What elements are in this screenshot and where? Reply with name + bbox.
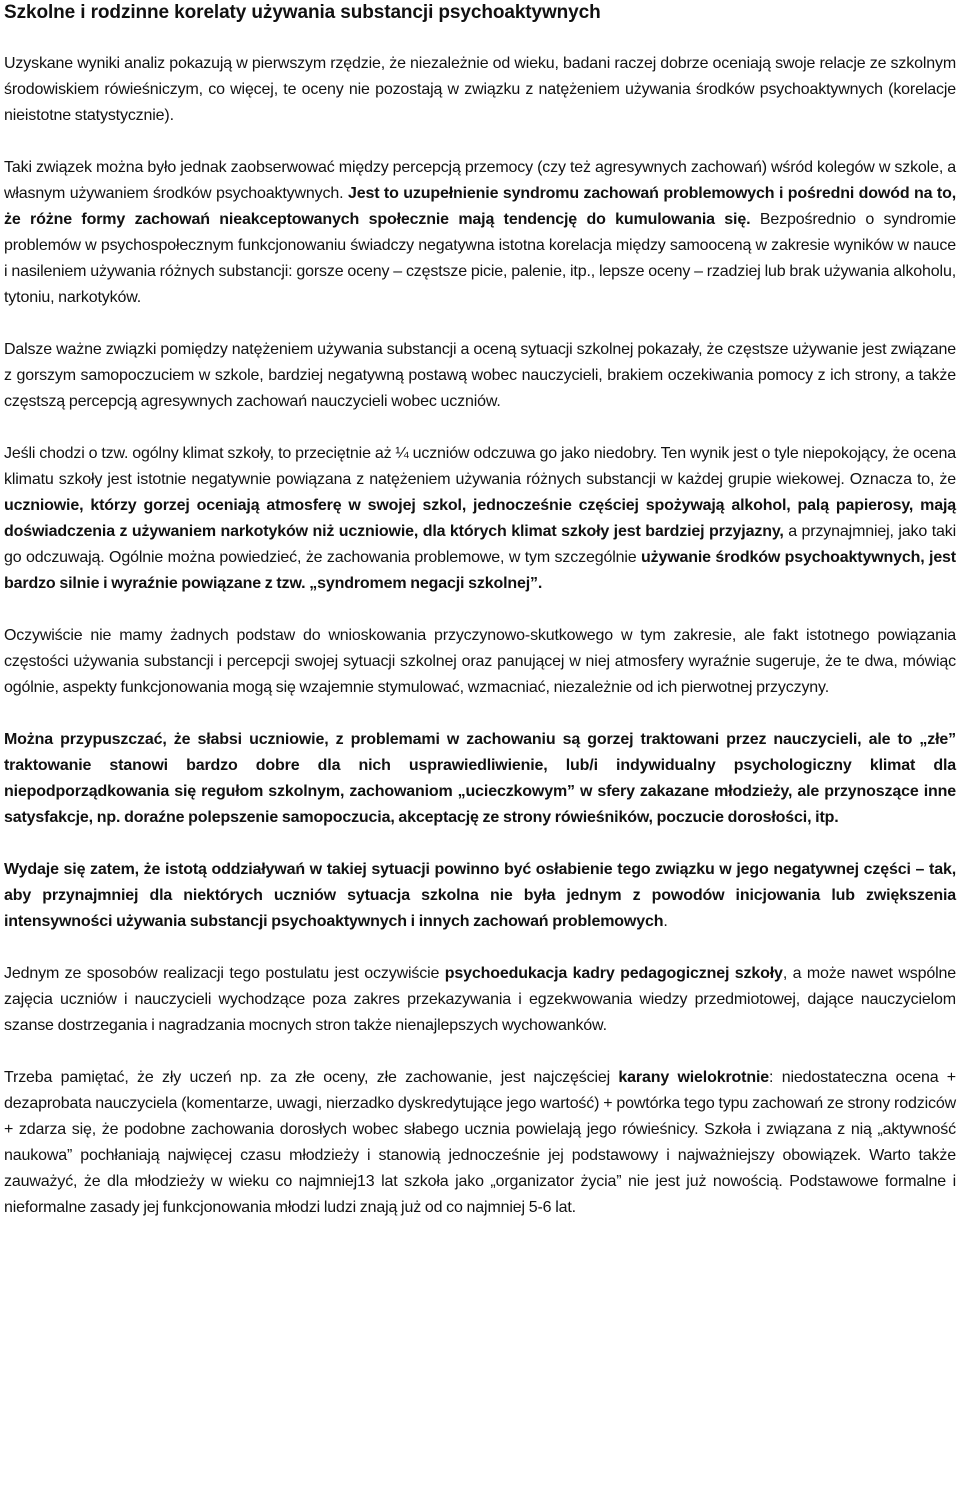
paragraph-peer-relations: Uzyskane wyniki analiz pokazują w pierwszym rzędzie, że niezależnie od wieku, badani raczej dobrze oceniają swoje relacje ze szkolnym środowiskiem rówieśniczym, co więcej, te oceny nie pozostają w związku z natężeniem używania środków psychoaktywnych (korelacje nieistotne statystycznie).	[4, 55, 956, 124]
document-title: Szkolne i rodzinne korelaty używania substancji psychoaktywnych	[4, 2, 601, 23]
paragraph-causality: Oczywiście nie mamy żadnych podstaw do wnioskowania przyczynowo-skutkowego w tym zakresie, ale fakt istotnego powiązania częstości używania substancji i percepcji swojej sytuacji szkolnej oraz panującej w niej atmosfery wyraźnie sugeruje, że te dwa, mówiąc ogólnie, aspekty funkcjonowania mogą się wzajemnie stymulować, wzmacniać, niezależnie od ich pierwotnej przyczyny.	[4, 627, 956, 696]
paragraph-school-climate: Jeśli chodzi o tzw. ogólny klimat szkoły, to przeciętnie aż ¼ uczniów odczuwa go jako niedobry. Ten wynik jest o tyle niepokojący, że ocena klimatu szkoły jest istotnie negatywnie powiązana z natężeniem używania różnych substancji w każdej grupie wiekowej. Oznacza to, że uczniowie, którzy gorzej oceniają atmosferę w swojej szkol, jednocześnie częściej spożywają alkohol, palą papierosy, mają doświadczenia z używaniem narkotyków niż uczniowie, dla których klimat szkoły jest bardziej przyjazny, a przynajmniej, jako taki go odczuwają. Ogólnie można powiedzieć, że zachowania problemowe, w tym szczególnie używanie środków psychoaktywnych, jest bardzo silnie i wyraźnie powiązane z tzw. „syndromem negacji szkolnej”.	[4, 445, 956, 592]
paragraph-psychoeducation: Jednym ze sposobów realizacji tego postulatu jest oczywiście psychoedukacja kadry pedagogicznej szkoły, a może nawet wspólne zajęcia uczniów i nauczycieli wychodzące poza zakres przekazywania i egzekwowania wiedzy przedmiotowej, dające nauczycielom szanse dostrzegania i nagradzania mocnych stron także nienajlepszych wychowanków.	[4, 965, 957, 1034]
paragraph-multiple-punishment: Trzeba pamiętać, że zły uczeń np. za złe oceny, złe zachowanie, jest najczęściej karany wielokrotnie: niedostateczna ocena + dezaprobata nauczyciela (komentarze, uwagi, nierzadko dyskredytujące jego wartość) + powtórka tego typu zachowań ze strony rodziców + zdarza się, że podobne zachowania dorosłych wobec słabego ucznia powielają jego rówieśnicy. Szkoła i związana z nią „aktywność naukowa” pochłaniają najwięcej czasu młodzieży i stanowią jednocześnie jej podstawowy i najważniejszy obowiązek. Warto także zauważyć, że dla młodzieży w wieku co najmniej13 lat szkoła jako „organizator życia” nie jest już nowością. Podstawowe formalne i nieformalne zasady jej funkcjonowania młodzi ludzi znają już od co najmniej 5-6 lat.	[4, 1069, 956, 1216]
paragraph-weaker-students: Można przypuszczać, że słabsi uczniowie, z problemami w zachowaniu są gorzej traktowani przez nauczycieli, ale to „złe” traktowanie stanowi bardzo dobre dla nich usprawiedliwienie, lub/i indywidualny psychologiczny klimat dla niepodporządkowania się regułom szkolnym, zachowaniom „ucieczkowym” w sfery zakazane młodzieży, ale przynoszące inne satysfakcje, np. doraźne polepszenie samopoczucia, akceptację ze strony rówieśników, poczucie dorosłości, itp.	[4, 731, 956, 826]
paragraph-intervention: Wydaje się zatem, że istotą oddziaływań w takiej sytuacji powinno być osłabienie tego związku w jego negatywnej części – tak, aby przynajmniej dla niektórych uczniów sytuacja szkolna nie była jednym z powodów inicjowania lub zwiększenia intensywności używania substancji psychoaktywnych i innych zachowań problemowych.	[4, 861, 956, 930]
paragraph-violence-perception: Taki związek można było jednak zaobserwować między percepcją przemocy (czy też agresywnych zachowań) wśród kolegów w szkole, a własnym używaniem środków psychoaktywnych. Jest to uzupełnienie syndromu zachowań problemowych i pośredni dowód na to, że różne formy zachowań nieakceptowanych społecznie mają tendencję do kumulowania się. Bezpośrednio o syndromie problemów w psychospołecznym funkcjonowaniu świadczy negatywna istotna korelacja między samooceną w zakresie wyników w nauce i nasileniem używania różnych substancji: gorsze oceny – częstsze picie, palenie, itp., lepsze oceny – rzadziej lub brak używania alkoholu, tytoniu, narkotyków.	[4, 159, 957, 306]
paragraph-school-situation: Dalsze ważne związki pomiędzy natężeniem używania substancji a oceną sytuacji szkolnej pokazały, że częstsze używanie jest związane z gorszym samopoczuciem w szkole, bardziej negatywną postawą wobec nauczycieli, brakiem oczekiwania pomocy z ich strony, a także częstszą percepcją agresywnych zachowań nauczycieli wobec uczniów.	[4, 341, 956, 410]
